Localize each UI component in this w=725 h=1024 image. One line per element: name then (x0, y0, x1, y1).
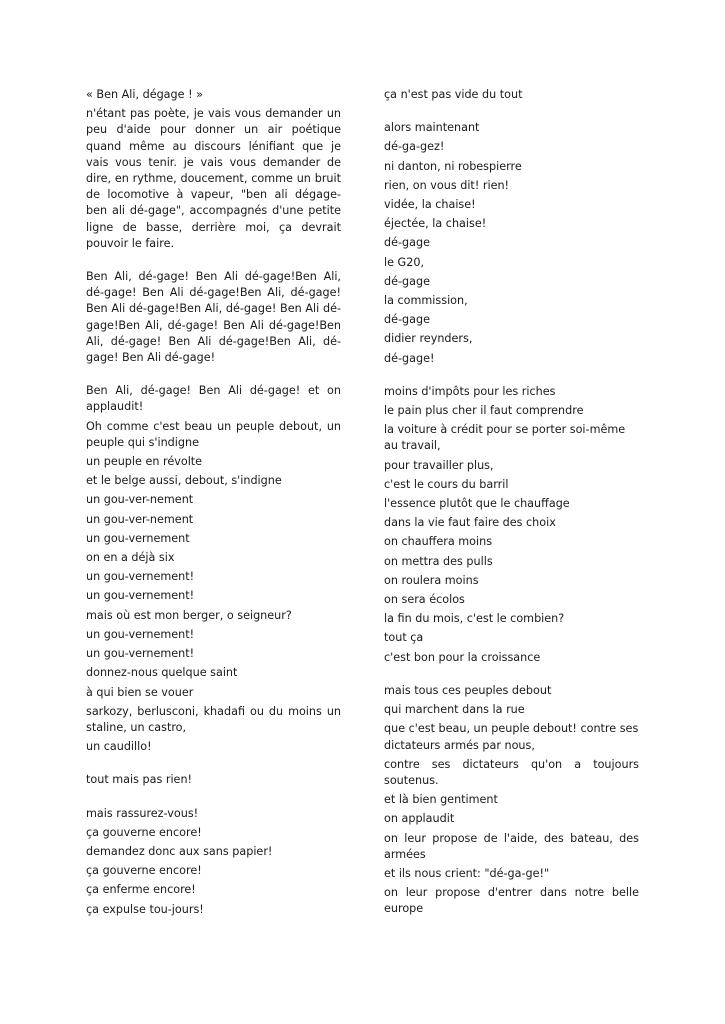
text-line: tout mais pas rien! (86, 773, 193, 787)
text-line: mais tous ces peuples debout (384, 683, 552, 697)
text-line: c'est bon pour la croissance (384, 650, 541, 664)
text-line: c'est le cours du barril (384, 477, 509, 491)
text-line: on mettra des pulls (384, 554, 493, 568)
text-line: la commission, (384, 294, 468, 308)
text-line: on leur propose d'entrer dans notre belle europe (384, 886, 639, 916)
text-line: on sera écolos (384, 593, 465, 607)
text-line: un peuple en révolte (86, 455, 203, 469)
text-line: et le belge aussi, debout, s'indigne (86, 474, 282, 488)
text-line: un gou-ver-nement (86, 493, 194, 507)
text-line: on roulera moins (384, 573, 479, 587)
text-line: le pain plus cher il faut comprendre (384, 404, 584, 418)
text-line: on applaudit (384, 812, 455, 826)
text-line: dé-ga-gez! (384, 140, 445, 154)
text-line: on leur propose de l'aide, des bateau, des armées (384, 831, 639, 861)
text-line: et ils nous crient: "dé-ga-ge!" (384, 866, 550, 880)
text-line: mais où est mon berger, o seigneur? (86, 608, 292, 622)
text-line: pour travailler plus, (384, 458, 494, 472)
text-line: tout ça (384, 631, 424, 645)
text-line: on chauffera moins (384, 535, 493, 549)
text-line: un gou-ver-nement (86, 512, 194, 526)
text-line: sarkozy, berlusconi, khadafi ou du moins un staline, un castro, (86, 704, 341, 734)
text-line: n'étant pas poète, je vais vous demander un peu d'aide pour donner un air poétique quand même au discours lénifiant que je vais vous tenir. je vais vous demander de dire, en rythme, doucement, comme un bruit de locomotive à vapeur, "ben ali dégage- ben ali dé-gage", accompagnés d'une petite ligne de basse, derrière moi, ça devrait pouvoir le faire. (86, 107, 341, 250)
text-line: un gou-vernement! (86, 647, 195, 661)
text-line: le G20, (384, 255, 425, 269)
text-line: à qui bien se vouer (86, 685, 194, 699)
left-column (86, 87, 341, 921)
text-line: vidée, la chaise! (384, 198, 476, 212)
text-line: et là bien gentiment (384, 793, 498, 807)
text-line: « Ben Ali, dégage ! » (86, 88, 203, 101)
text-line: ça gouverne encore! (86, 825, 202, 839)
text-line: demandez donc aux sans papier! (86, 844, 273, 858)
text-line: un caudillo! (86, 740, 152, 754)
text-line: dé-gage! (384, 351, 435, 365)
text-line: que c'est beau, un peuple debout! contre ses dictateurs armés par nous, (384, 722, 639, 752)
text-line: Ben Ali, dé-gage! Ben Ali dé-gage! et on applaudit! (86, 384, 341, 414)
text-line: moins d'impôts pour les riches (384, 384, 556, 398)
text-line: dans la vie faut faire des choix (384, 516, 556, 530)
right-column (384, 87, 639, 921)
text-line: un gou-vernement! (86, 627, 195, 641)
text-line: Oh comme c'est beau un peuple debout, un peuple qui s'indigne (86, 419, 341, 449)
text-line: contre ses dictateurs qu'on a toujours soutenus. (384, 757, 639, 787)
text-line: la voiture à crédit pour se porter soi-même au travail, (384, 423, 626, 453)
text-line: l'essence plutôt que le chauffage (384, 497, 570, 511)
text-line: ni danton, ni robespierre (384, 159, 522, 173)
text-line: éjectée, la chaise! (384, 217, 487, 231)
text-line: ça gouverne encore! (86, 864, 202, 878)
text-line: la fin du mois, c'est le combien? (384, 612, 565, 626)
text-line: Ben Ali, dé-gage! Ben Ali dé-gage!Ben Ali, dé-gage! Ben Ali dé-gage!Ben Ali, dé-gage! Ben Ali dé-gage!Ben Ali, dé-gage! Ben Ali dé-gage!Ben Ali, dé-gage! Ben Ali dé-gage!Ben Ali, dé-gage! Ben Ali dé-gage!Ben Ali, dé-gage! Ben Ali dé-gage! (86, 270, 341, 365)
text-line: ça enferme encore! (86, 883, 196, 897)
text-line: mais rassurez-vous! (86, 806, 199, 820)
text-line: didier reynders, (384, 332, 473, 346)
text-line: rien, on vous dit! rien! (384, 178, 510, 192)
text-line: dé-gage (384, 236, 430, 250)
text-line: donnez-nous quelque saint (86, 666, 238, 680)
text-line: dé-gage (384, 274, 430, 288)
text-line: qui marchent dans la rue (384, 703, 525, 717)
text-line: un gou-vernement! (86, 570, 195, 584)
text-line: ça n'est pas vide du tout (384, 88, 523, 101)
text-line: alors maintenant (384, 121, 480, 135)
text-line: ça expulse tou-jours! (86, 902, 204, 916)
text-line: un gou-vernement! (86, 589, 195, 603)
text-line: dé-gage (384, 313, 430, 327)
text-line: un gou-vernement (86, 531, 190, 545)
text-line: on en a déjà six (86, 551, 175, 565)
